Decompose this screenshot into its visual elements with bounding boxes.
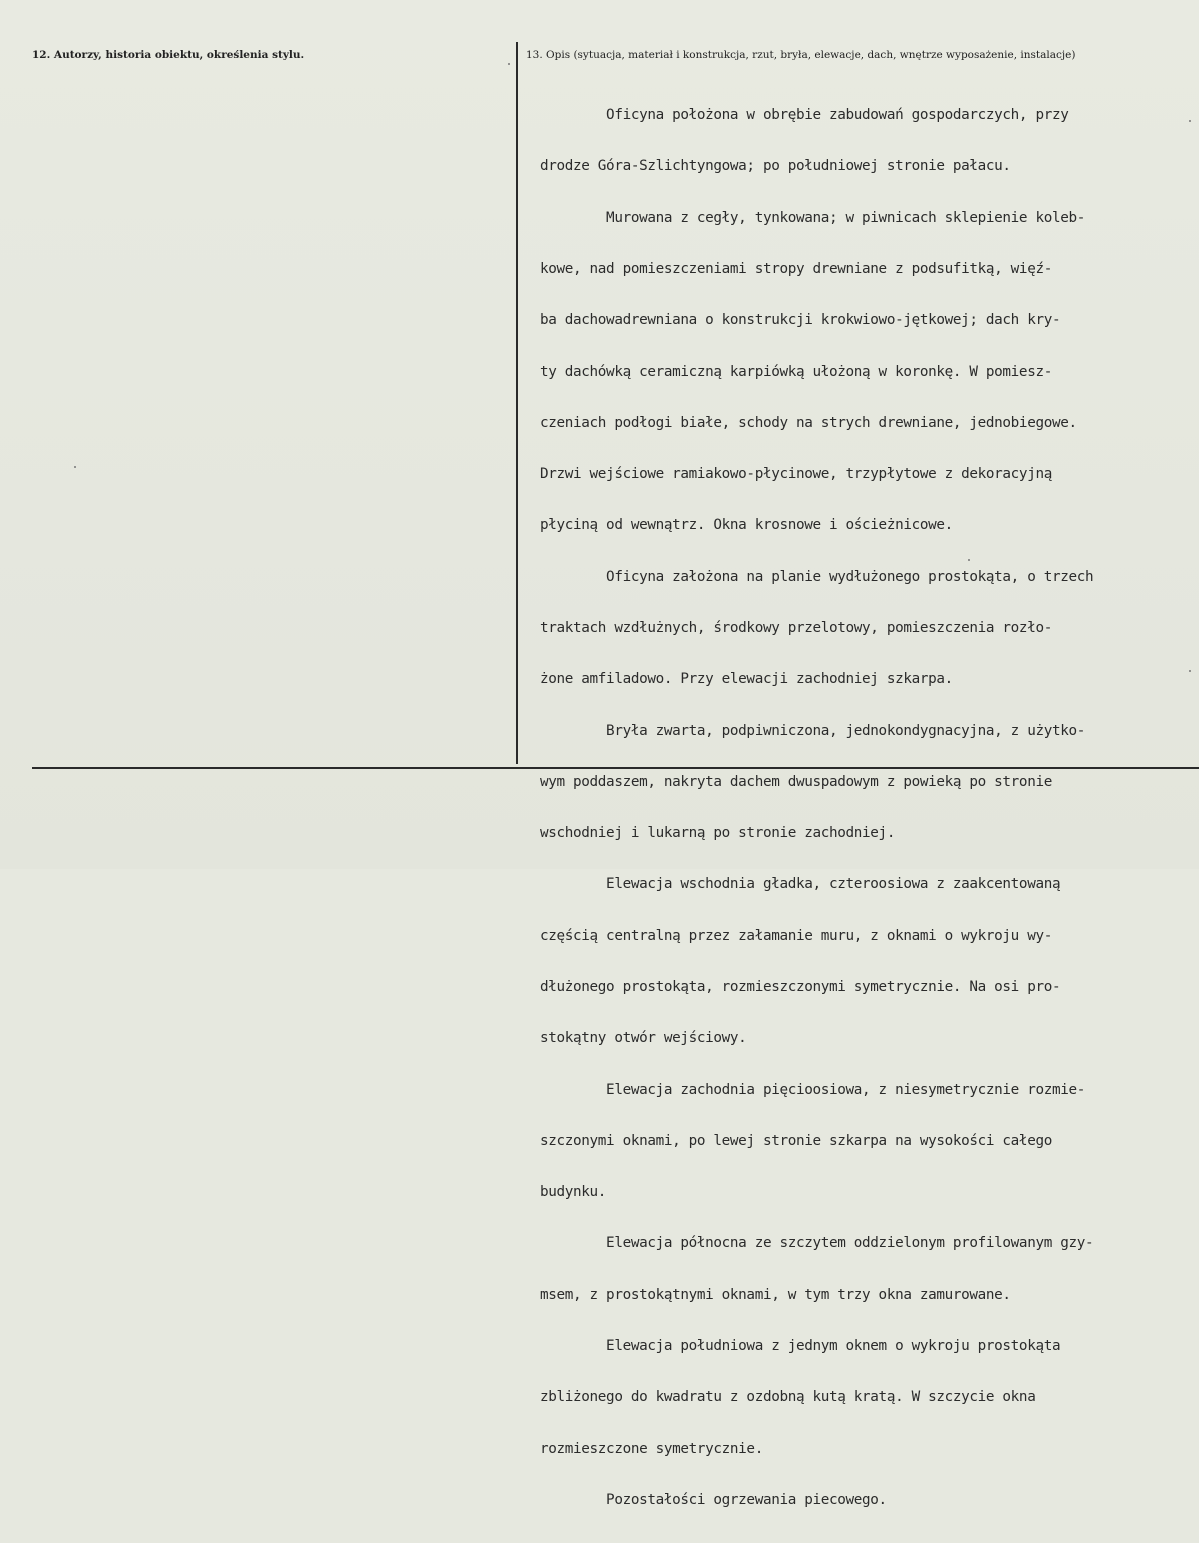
description-line: dłużonego prostokąta, rozmieszczonymi symetrycznie. Na osi pro- (540, 978, 1061, 995)
description-line: Elewacja południowa z jednym oknem o wykroju prostokąta (540, 1337, 1061, 1354)
description-line: ty dachówką ceramiczną karpiówką ułożoną w koronkę. W pomiesz- (540, 363, 1052, 380)
description-line: Drzwi wejściowe ramiakowo-płycinowe, trzypłytowe z dekoracyjną (540, 466, 1052, 483)
description-line: wym poddaszem, nakryta dachem dwuspadowym z powieką po stronie (540, 773, 1052, 790)
paper-speck (74, 466, 76, 468)
description-line: Pozostałości ogrzewania piecowego. (540, 1491, 887, 1508)
description-line: czeniach podłogi białe, schody na strych drewniane, jednobiegowe. (540, 414, 1077, 431)
description-line: Oficyna założona na planie wydłużonego prostokąta, o trzech (540, 568, 1094, 585)
bottom-rule (32, 767, 1199, 769)
column-divider (516, 42, 518, 764)
description-line: Oficyna położona w obrębie zabudowań gospodarczych, przy (540, 107, 1069, 124)
description-line: zbliżonego do kwadratu z ozdobną kutą kratą. W szczycie okna (540, 1389, 1036, 1406)
section-13-heading: 13. Opis (sytuacja, materiał i konstrukcja, rzut, bryła, elewacje, dach, wnętrze wyposażenie, instalacje) (526, 49, 1076, 61)
description-line: drodze Góra-Szlichtyngowa; po południowej stronie pałacu. (540, 158, 1011, 175)
description-line: Elewacja wschodnia gładka, czteroosiowa z zaakcentowaną (540, 876, 1061, 893)
description-line: budynku. (540, 1184, 607, 1201)
description-line: wschodniej i lukarną po stronie zachodniej. (540, 825, 896, 842)
paper-speck (968, 559, 970, 561)
paper-speck (1189, 120, 1191, 122)
description-line: traktach wzdłużnych, środkowy przelotowy, pomieszczenia rozło- (540, 620, 1052, 636)
description-line: częścią centralną przez załamanie muru, z oknami o wykroju wy- (540, 927, 1052, 944)
description-line: Elewacja północna ze szczytem oddzielonym profilowanym gzy- (540, 1235, 1094, 1252)
description-line: Bryła zwarta, podpiwniczona, jednokondygnacyjna, z użytko- (540, 722, 1085, 739)
description-line: rozmieszczone symetrycznie. (540, 1440, 763, 1457)
description-text (540, 73, 1195, 1543)
description-line: kowe, nad pomieszczeniami stropy drewniane z podsufitką, więź- (540, 261, 1052, 278)
description-line: Elewacja zachodnia pięcioosiowa, z niesymetrycznie rozmie- (540, 1081, 1085, 1098)
paper-speck (508, 63, 510, 65)
paper-speck (1189, 670, 1191, 672)
description-line: ba dachowadrewniana o konstrukcji krokwiowo-jętkowej; dach kry- (540, 312, 1061, 329)
description-line: stokątny otwór wejściowy. (540, 1030, 747, 1047)
description-line: szczonymi oknami, po lewej stronie szkarpa na wysokości całego (540, 1132, 1052, 1149)
description-line: płyciną od wewnątrz. Okna krosnowe i ościeżnicowe. (540, 517, 953, 534)
section-12-heading: 12. Autorzy, historia obiektu, określenia stylu. (32, 49, 305, 61)
description-line: Murowana z cegły, tynkowana; w piwnicach sklepienie koleb- (540, 209, 1085, 226)
description-line: msem, z prostokątnymi oknami, w tym trzy okna zamurowane. (540, 1286, 1011, 1303)
description-line: żone amfiladowo. Przy elewacji zachodniej szkarpa. (540, 671, 953, 688)
